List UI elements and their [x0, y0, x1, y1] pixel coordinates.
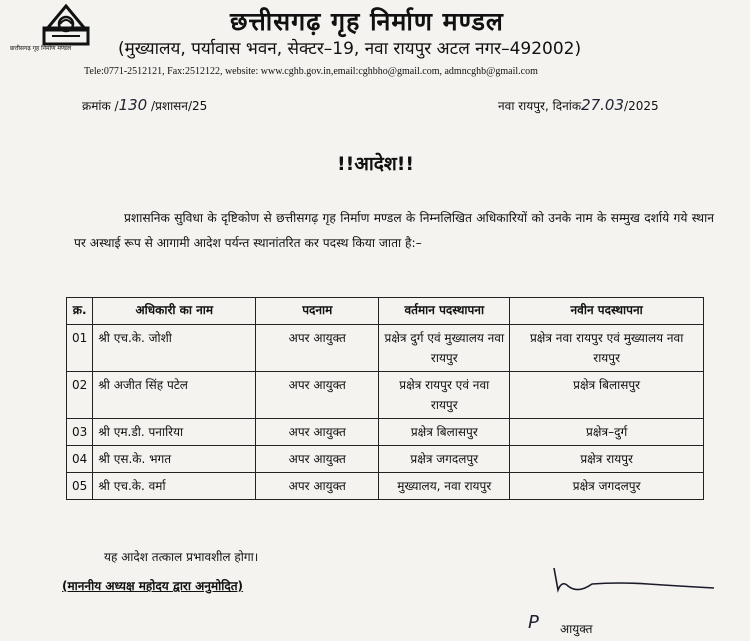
cell-officer-name: श्री एच.के. जोशी: [93, 325, 256, 372]
reference-dept: प्रशासन: [155, 99, 188, 113]
reference-prefix: क्रमांक: [82, 99, 111, 113]
cell-current-posting: प्रक्षेत्र बिलासपुर: [379, 419, 510, 446]
cell-new-posting: प्रक्षेत्र नवा रायपुर एवं मुख्यालय नवा रायपुर: [510, 325, 704, 372]
place-date-prefix: नवा रायपुर, दिनांक: [498, 99, 582, 113]
cell-officer-name: श्री एच.के. वर्मा: [93, 473, 256, 500]
table-row: [67, 419, 704, 446]
transfer-table: [66, 297, 704, 500]
cell-designation: अपर आयुक्त: [256, 446, 379, 473]
date-handwritten: 27.03: [581, 96, 625, 114]
cell-new-posting: प्रक्षेत्र बिलासपुर: [510, 372, 704, 419]
cell-designation: अपर आयुक्त: [256, 419, 379, 446]
cell-new-posting: प्रक्षेत्र जगदलपुर: [510, 473, 704, 500]
org-logo: [28, 4, 104, 62]
header-current-posting: वर्तमान पदस्थापना: [379, 298, 510, 325]
signatory-initial: P: [528, 612, 539, 633]
org-title: छत्तीसगढ़ गृह निर्माण मण्डल: [230, 7, 504, 36]
cell-new-posting: प्रक्षेत्र रायपुर: [510, 446, 704, 473]
cell-designation: अपर आयुक्त: [256, 473, 379, 500]
order-body-text: प्रशासनिक सुविधा के दृष्टिकोण से छत्तीसगढ़ गृह निर्माण मण्डल के निम्नलिखित अधिकारियों को उनके नाम के सम्मुख दर्शाये गये स्थान पर अस्थाई रूप से आगामी आदेश पर्यन्त स्थानांतरित कर पदस्थ किया जाता है:–: [74, 211, 714, 250]
date-year: 2025: [628, 99, 659, 113]
org-address: (मुख्यालय, पर्यावास भवन, सेक्टर–19, नवा रायपुर अटल नगर–492002): [118, 39, 582, 59]
place-date: नवा रायपुर, दिनांक27.03/2025: [498, 96, 659, 114]
cell-officer-name: श्री एस.के. भगत: [93, 446, 256, 473]
cell-current-posting: मुख्यालय, नवा रायपुर: [379, 473, 510, 500]
reference-year: 25: [192, 99, 208, 113]
table-header-row: [67, 298, 704, 325]
cell-designation: अपर आयुक्त: [256, 372, 379, 419]
cell-current-posting: प्रक्षेत्र जगदलपुर: [379, 446, 510, 473]
header-officer-name: अधिकारी का नाम: [93, 298, 256, 325]
table-row: [67, 446, 704, 473]
cell-officer-name: श्री एम.डी. पनारिया: [93, 419, 256, 446]
header-new-posting: नवीन पदस्थापना: [510, 298, 704, 325]
header-designation: पदनाम: [256, 298, 379, 325]
cell-new-posting: प्रक्षेत्र–दुर्ग: [510, 419, 704, 446]
cell-serial: 01: [67, 325, 93, 372]
cell-officer-name: श्री अजीत सिंह पटेल: [93, 372, 256, 419]
reference-number: क्रमांक /130 /प्रशासन/25: [82, 96, 208, 114]
cell-current-posting: प्रक्षेत्र रायपुर एवं नवा रायपुर: [379, 372, 510, 419]
table-row: [67, 325, 704, 372]
signatory-title: आयुक्त: [560, 622, 593, 636]
signature-scribble: [548, 560, 718, 600]
cell-designation: अपर आयुक्त: [256, 325, 379, 372]
cell-serial: 02: [67, 372, 93, 419]
table-row: [67, 473, 704, 500]
cell-serial: 05: [67, 473, 93, 500]
contact-line: Tele:0771-2512121, Fax:2512122, website: www.cghb.gov.in,email:cghbho@gmail.com, admncghb@gmail.com: [84, 66, 538, 77]
effective-note: यह आदेश तत्काल प्रभावशील होगा।: [104, 550, 259, 564]
order-body: [74, 206, 714, 256]
order-title: !!आदेश!!: [337, 153, 415, 175]
cell-serial: 03: [67, 419, 93, 446]
table-row: [67, 372, 704, 419]
cell-current-posting: प्रक्षेत्र दुर्ग एवं मुख्यालय नवा रायपुर: [379, 325, 510, 372]
cell-serial: 04: [67, 446, 93, 473]
header-serial: क्र.: [67, 298, 93, 325]
logo-caption: छत्तीसगढ़ गृह निर्माण मण्डल: [10, 45, 72, 52]
reference-number-handwritten: 130: [118, 96, 148, 114]
approval-note: (माननीय अध्यक्ष महोदय द्वारा अनुमोदित): [62, 579, 244, 593]
